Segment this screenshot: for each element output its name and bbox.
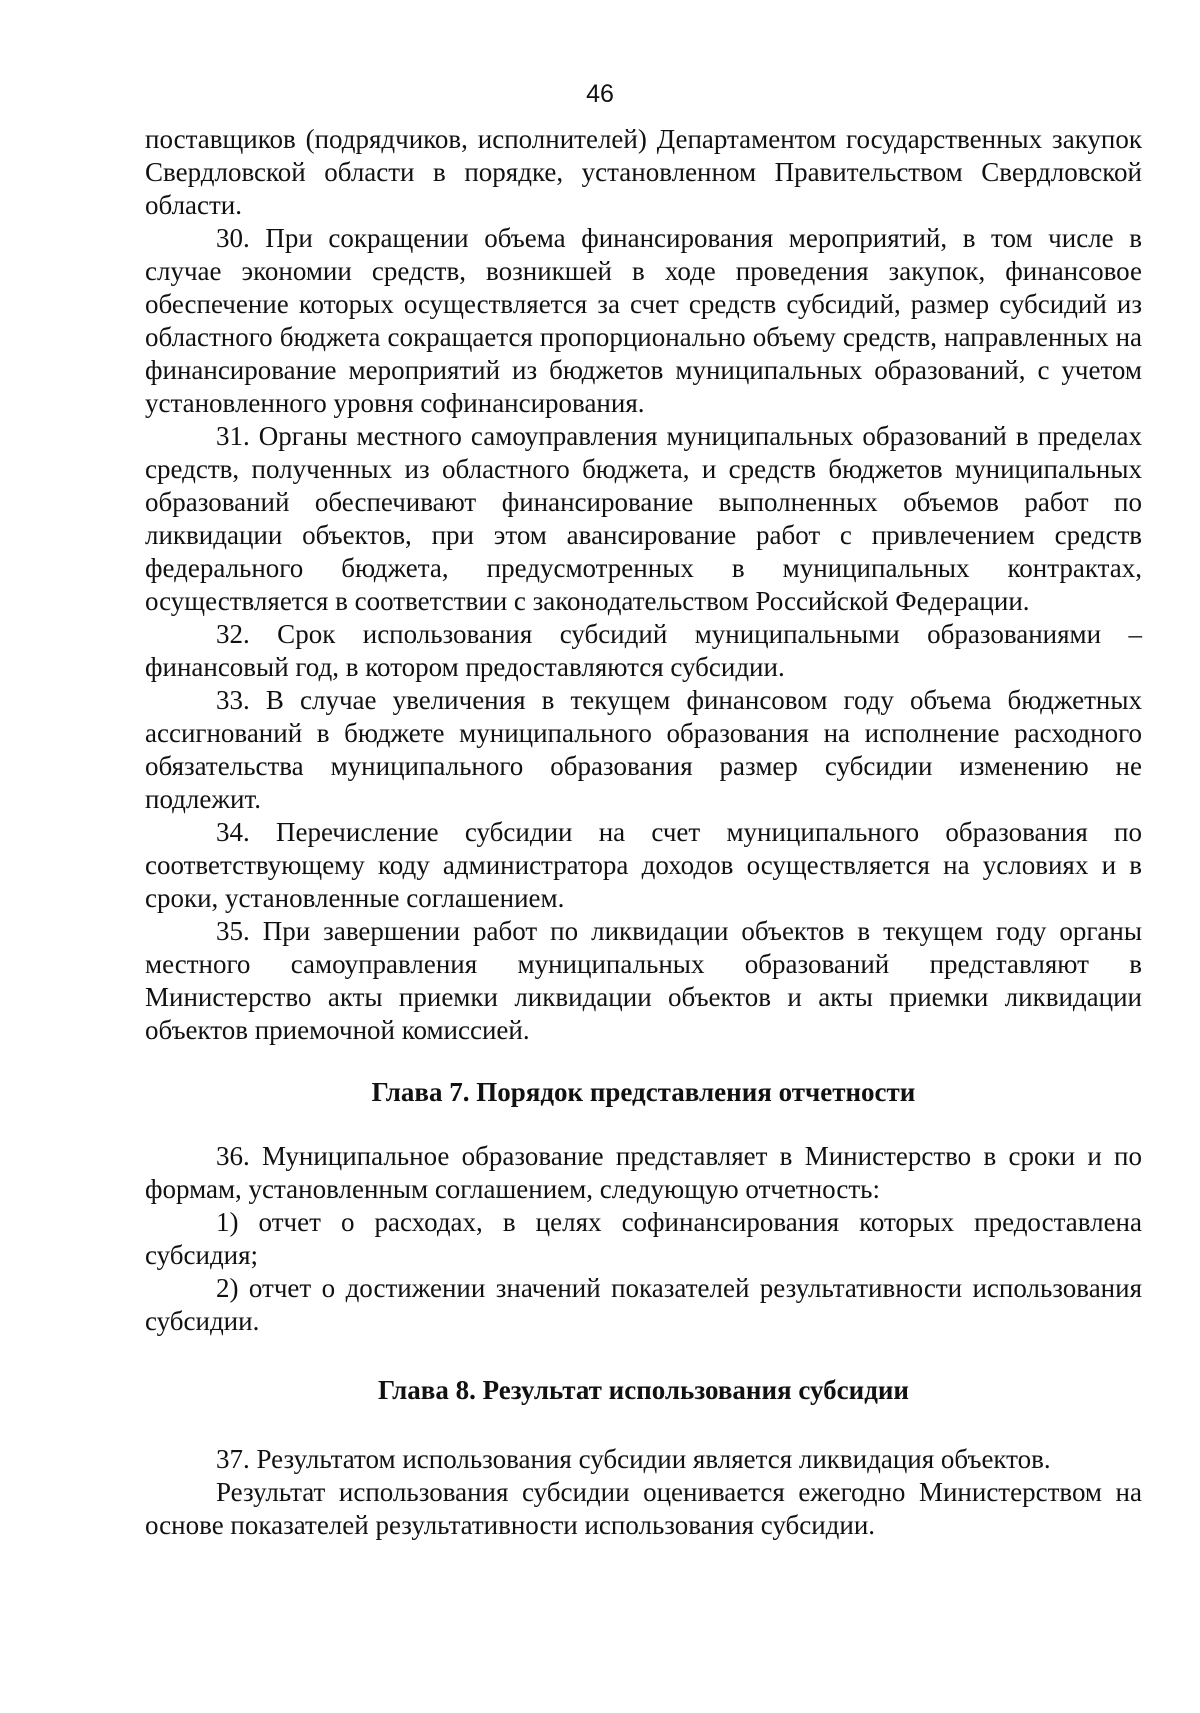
paragraph-31: 31. Органы местного самоуправления муниципальных образований в пределах средств, полученных из областного бюджета, и средств бюджетов муниципальных образований обеспечивают финансирование выполненных объемов работ по ликвидации объектов, при этом авансирование работ с привлечением средств федерального бюджета, предусмотренных в муниципальных контрактах, осуществляется в соответствии с законодательством Российской Федерации. xyxy=(145,421,1142,616)
paragraph-37: 37. Результатом использования субсидии является ликвидация объектов. xyxy=(216,1444,1051,1474)
paragraph-36: 36. Муниципальное образование представляет в Министерство в сроки и по формам, установленным соглашением, следующую отчетность: xyxy=(145,1141,1142,1204)
document-body xyxy=(145,123,1142,1542)
chapter-8-heading: Глава 8. Результат использования субсидии xyxy=(378,1375,909,1405)
chapter-7-heading: Глава 7. Порядок представления отчетности xyxy=(371,1077,916,1107)
paragraph-result: Результат использования субсидии оценивается ежегодно Министерством на основе показателей результативности использования субсидии. xyxy=(145,1477,1142,1540)
paragraph-35: 35. При завершении работ по ликвидации объектов в текущем году органы местного самоуправления муниципальных образований представляют в Министерство акты приемки ликвидации объектов и акты приемки ликвидации объектов приемочной комиссией. xyxy=(145,916,1142,1045)
paragraph-30: 30. При сокращении объема финансирования мероприятий, в том числе в случае экономии средств, возникшей в ходе проведения закупок, финансовое обеспечение которых осуществляется за счет средств субсидий, размер субсидий из областного бюджета сокращается пропорционально объему средств, направленных на финансирование мероприятий из бюджетов муниципальных образований, с учетом установленного уровня софинансирования. xyxy=(145,223,1142,418)
paragraph-33: 33. В случае увеличения в текущем финансовом году объема бюджетных ассигнований в бюджете муниципального образования на исполнение расходного обязательства муниципального образования размер субсидии изменению не подлежит. xyxy=(145,685,1142,814)
paragraph-32: 32. Срок использования субсидий муниципальными образованиями – финансовый год, в котором предоставляются субсидии. xyxy=(145,619,1142,682)
paragraph-34: 34. Перечисление субсидии на счет муниципального образования по соответствующему коду администратора доходов осуществляется на условиях и в сроки, установленные соглашением. xyxy=(145,817,1142,913)
paragraph-continuation: поставщиков (подрядчиков, исполнителей) Департаментом государственных закупок Свердловской области в порядке, установленном Правительством Свердловской области. xyxy=(145,124,1142,220)
list-item-1: 1) отчет о расходах, в целях софинансирования которых предоставлена субсидия; xyxy=(145,1207,1142,1270)
page-number: 46 xyxy=(586,80,614,108)
list-item-2: 2) отчет о достижении значений показателей результативности использования субсидии. xyxy=(145,1273,1142,1336)
